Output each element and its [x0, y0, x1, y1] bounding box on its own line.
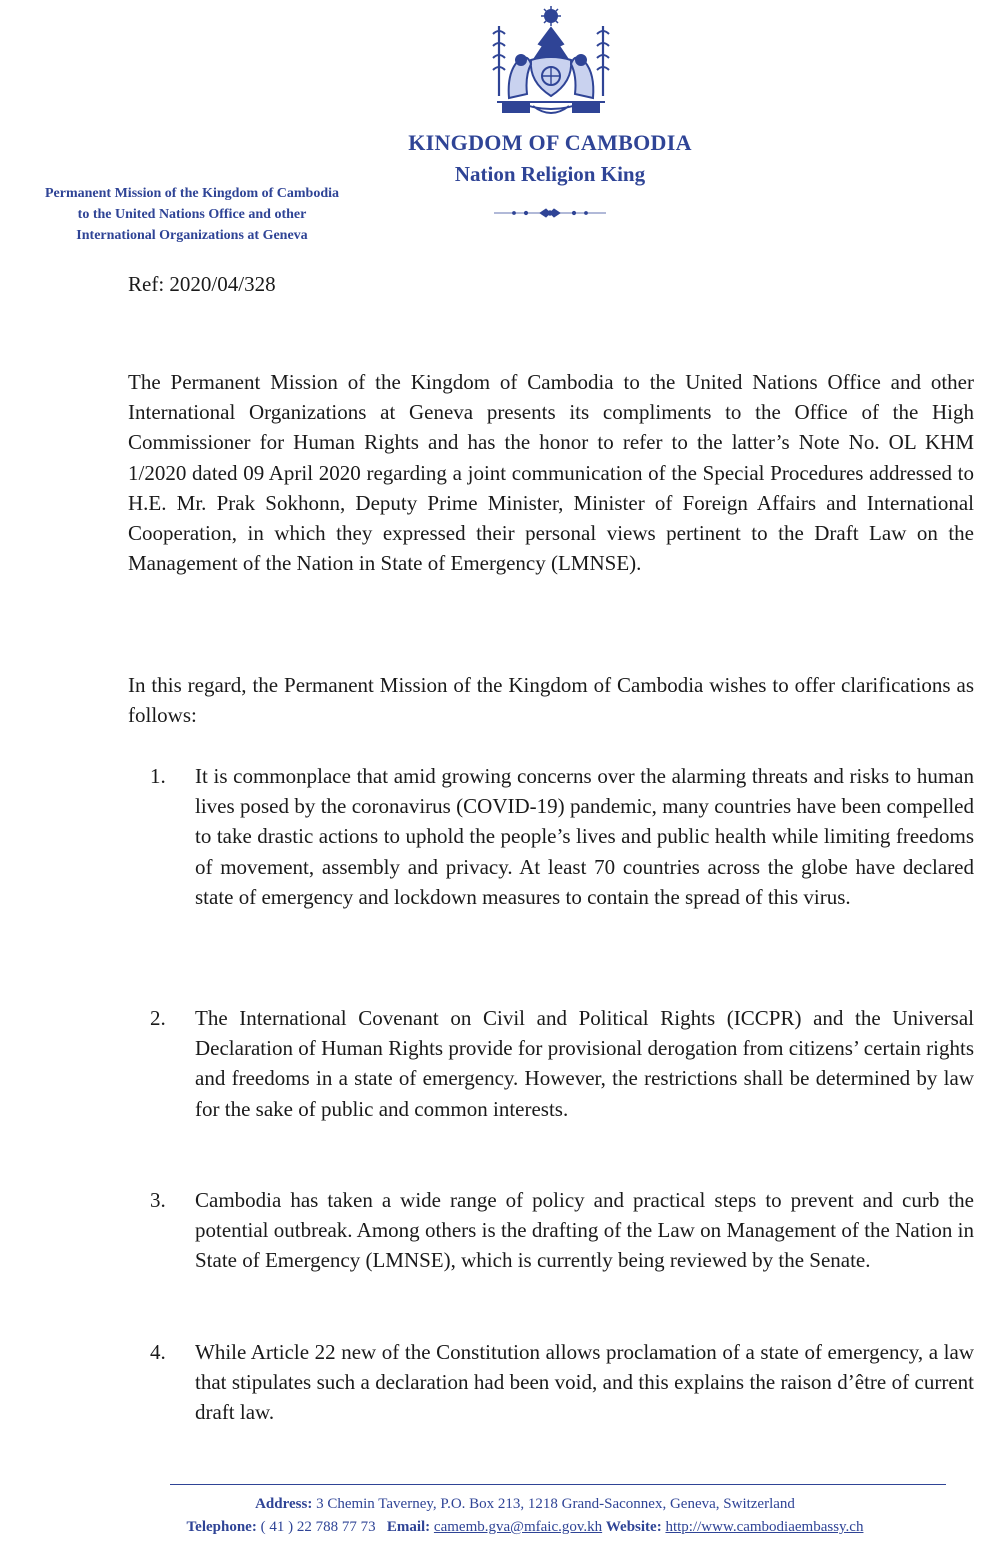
address-label: Address: — [255, 1496, 313, 1512]
website-label: Website: — [605, 1519, 662, 1535]
list-item-text: The International Covenant on Civil and Political Rights (ICCPR) and the Universal Declaration of Human Rights provide for provisional derogation from citizens’ certain rights and freedoms in a state of emergency. However, the restrictions shall be determined by law for the sake of public and common interests. — [195, 1006, 974, 1121]
clarification-intro: In this regard, the Permanent Mission of the Kingdom of Cambodia wishes to offer clarifications as follows: — [128, 673, 974, 728]
intro-paragraph: The Permanent Mission of the Kingdom of Cambodia to the United Nations Office and other International Organizations at Geneva presents its compliments to the Office of the High Commissioner for Human Rights and has the honor to refer to the latter’s Note No. OL KHM 1/2020 dated 09 April 2020 regarding a joint communication of the Special Procedures addressed to H.E. Mr. Prak Sokhonn, Deputy Prime Minister, Minister of Foreign Affairs and International Cooperation, in which they expressed their personal views pertinent to the Draft Law on the Management of the Nation in State of Emergency (LMNSE). — [128, 370, 974, 576]
email-link[interactable]: camemb.gva@mfaic.gov.kh — [433, 1519, 603, 1535]
mission-line: International Organizations at Geneva — [76, 228, 308, 243]
mission-line: Permanent Mission of the Kingdom of Cambodia — [45, 186, 339, 201]
divider-ornament-icon — [492, 206, 608, 220]
website-link[interactable]: http://www.cambodiaembassy.ch — [665, 1519, 864, 1535]
list-item-number: 4. — [150, 1340, 166, 1364]
mission-line: to the United Nations Office and other — [77, 207, 307, 222]
list-item-text: Cambodia has taken a wide range of policy and practical steps to prevent and curb the potential outbreak. Among others is the drafting of the Law on Management of the Nation in State of Emergency (LMNSE), which is currently being reviewed by the Senate. — [195, 1188, 974, 1273]
reference-number: Ref: 2020/04/328 — [128, 272, 276, 296]
footer-divider — [170, 1484, 946, 1485]
telephone-label: Telephone: — [186, 1519, 257, 1535]
kingdom-title: KINGDOM OF CAMBODIA — [408, 130, 692, 155]
email-label: Email: — [386, 1519, 431, 1535]
list-item-number: 2. — [150, 1006, 166, 1030]
list-item — [128, 1003, 974, 1124]
list-item-text: It is commonplace that amid growing concerns over the alarming threats and risks to human lives posed by the coronavirus (COVID-19) pandemic, many countries have been compelled to take drastic actions to uphold the people’s lives and public health while limiting freedoms of movement, assembly and privacy. At least 70 countries across the globe have declared state of emergency and lockdown measures to contain the spread of this virus. — [195, 764, 974, 909]
telephone-value: ( 41 ) 22 788 77 73 — [260, 1519, 376, 1535]
list-item — [128, 1185, 974, 1276]
list-item-number: 1. — [150, 764, 166, 788]
list-item-number: 3. — [150, 1188, 166, 1212]
list-item — [128, 761, 974, 912]
list-item — [128, 1337, 974, 1428]
footer-contact — [80, 1519, 970, 1536]
royal-arms-emblem-icon — [487, 4, 615, 122]
footer-address — [80, 1496, 970, 1513]
address-value: 3 Chemin Taverney, P.O. Box 213, 1218 Grand-Saconnex, Geneva, Switzerland — [316, 1496, 795, 1512]
mission-name — [8, 183, 376, 246]
kingdom-motto: Nation Religion King — [454, 162, 646, 186]
list-item-text: While Article 22 new of the Constitution allows proclamation of a state of emergency, a law that stipulates such a declaration had been void, and this explains the raison d’être of current draft law. — [195, 1340, 974, 1425]
